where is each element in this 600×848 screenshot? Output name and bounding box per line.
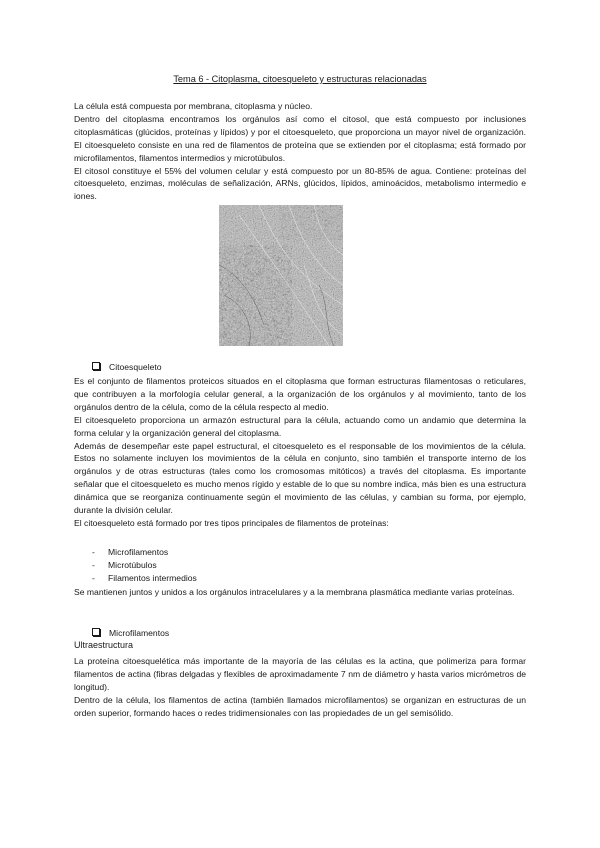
section-bullet-citoesqueleto [92,361,162,373]
list-item: - Filamentos intermedios [92,572,197,583]
citoesqueleto-paragraph-3: Además de desempeñar este papel estructural, el citoesqueleto es el responsable de los movimientos de la célula. Estos no solamente incluyen los movimientos de la célula en conjunto, sino también el transporte interno de los orgánulos y de otras estructuras (tales como los cromosomas mitóticos) a través del citoplasma. Es importante señalar que el citoesqueleto es mucho menos rígido y estable de lo que su nombre indica, más bien es una estructura dinámica que se reorganiza continuamente según el movimiento de las células, y cambian su forma, por ejemplo, durante la división celular. [74,440,526,516]
microfilamentos-block [74,655,526,720]
list-item: - Microtúbulos [92,559,157,570]
section-heading-citoesqueleto: Citoesqueleto [109,362,162,372]
checkbox-bullet-icon [92,362,100,370]
list-item: - Microfilamentos [92,547,169,557]
subheading-ultraestructura: Ultraestructura [74,640,134,650]
section-heading-microfilamentos: Microfilamentos [109,628,170,638]
closing-paragraph: Se mantienen juntos y unidos a los orgánulos intracelulares y a la membrana plasmática mediante varias proteínas. [74,587,515,597]
microfilamentos-paragraph-1: La proteína citoesquelética más importante de la mayoría de las células es la actina, que polimeriza para formar filamentos de actina (fibras delgadas y flexibles de aproximadamente 7 nm de diámetro y hasta varios micrómetros de longitud). [74,656,526,692]
cytoskeleton-micrograph [219,205,343,346]
citoesqueleto-closing [74,586,526,599]
filament-types-list [92,546,197,585]
citoesqueleto-block [74,375,526,530]
micrograph-image [219,205,343,346]
microfilamentos-paragraph-2: Dentro de la célula, los filamentos de actina (también llamados microfilamentos) se organizan en estructuras de un orden superior, formando haces o redes tridimensionales con las propiedades de un gel semisólido. [74,694,526,718]
intro-paragraph-1: La célula está compuesta por membrana, citoplasma y núcleo. [74,101,313,111]
section-bullet-microfilamentos [92,627,169,639]
citoesqueleto-paragraph-1: Es el conjunto de filamentos proteicos situados en el citoplasma que forman estructuras filamentosas o reticulares, que contribuyen a la morfología celular general, a la organización de los orgánulos y al movimiento, tanto de los orgánulos dentro de la célula, como de la célula respecto al medio. [74,376,526,412]
citoesqueleto-paragraph-4: El citoesqueleto está formado por tres tipos principales de filamentos de proteínas: [74,517,389,528]
intro-paragraph-3: El citosol constituye el 55% del volumen celular y está compuesto por un 80-85% de agua. Contiene: proteínas del citoesqueleto, enzimas, moléculas de señalización, ARNs, glúcidos, lípidos, aminoácidos, metabolismo intermedio e iones. [74,165,526,202]
page-title: Tema 6 - Citoplasma, citoesqueleto y estructuras relacionadas [173,74,427,84]
checkbox-bullet-icon [92,628,100,636]
citoesqueleto-paragraph-2: El citoesqueleto proporciona un armazón estructural para la célula, actuando como un andamio que determina la forma celular y la organización general del citoplasma. [74,414,526,438]
intro-block [74,100,526,203]
intro-paragraph-2: Dentro del citoplasma encontramos los orgánulos así como el citosol, que está compuesto por inclusiones citoplasmáticas (glúcidos, proteínas y lípidos) y por el citoesqueleto, que proporciona un mayor nivel de organización. El citoesqueleto consiste en una red de filamentos de proteína que se extienden por el citoplasma; está formado por microfilamentos, filamentos intermedios y microtúbulos. [74,113,526,163]
